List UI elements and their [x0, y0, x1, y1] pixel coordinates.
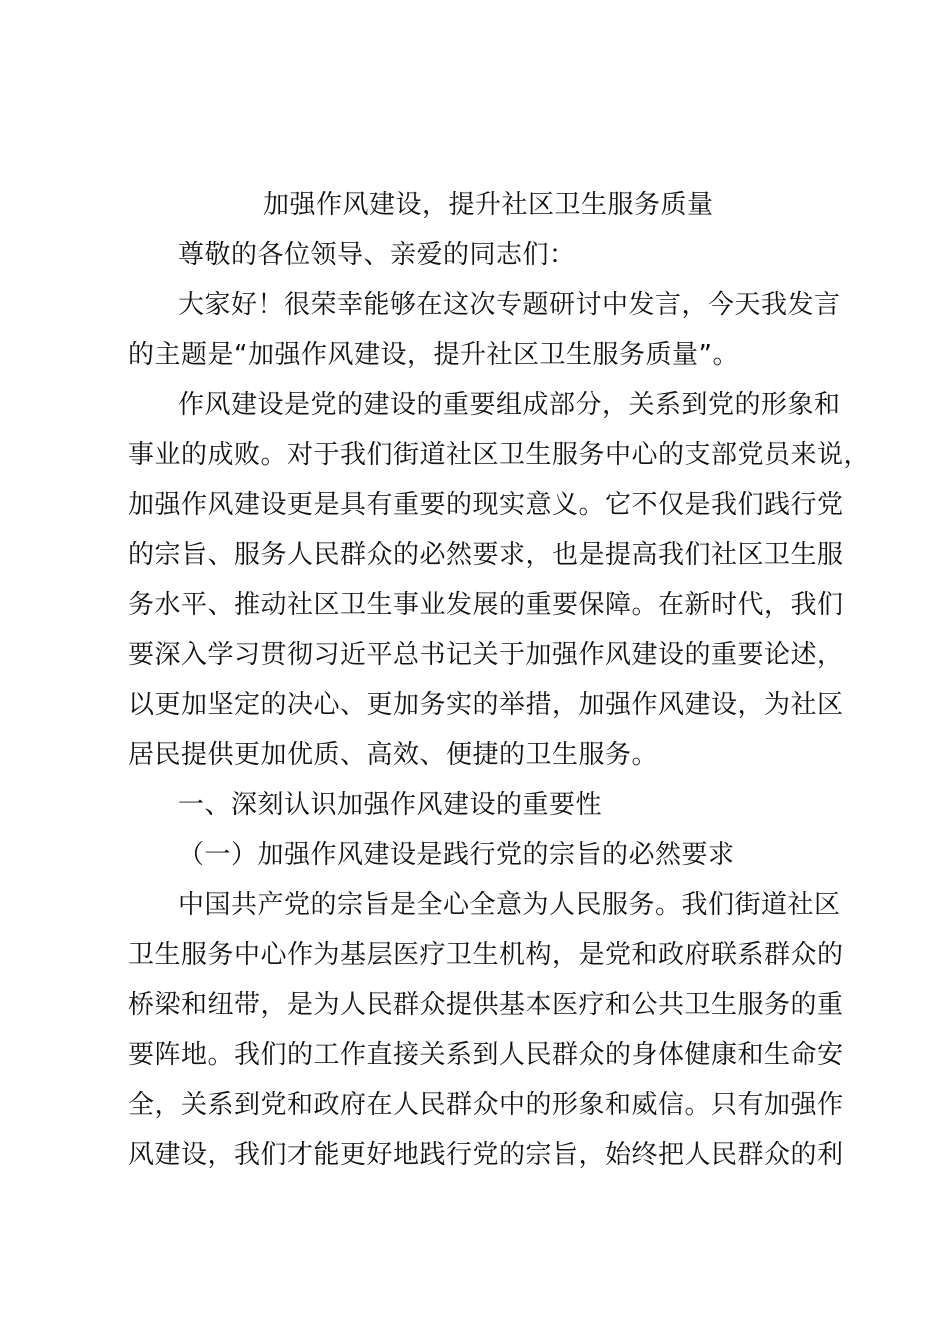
paragraph-line: 桥梁和纽带，是为人民群众提供基本医疗和公共卫生服务的重	[128, 990, 844, 1020]
paragraph-line: 风建设，我们才能更好地践行党的宗旨，始终把人民群众的利	[128, 1140, 844, 1170]
paragraph-line: 务水平、推动社区卫生事业发展的重要保障。在新时代，我们	[128, 590, 844, 620]
paragraph-line: 居民提供更加优质、高效、便捷的卫生服务。	[128, 740, 659, 770]
paragraph-line: 加强作风建设更是具有重要的现实意义。它不仅是我们践行党	[128, 490, 844, 520]
paragraph-line: 中国共产党的宗旨是全心全意为人民服务。我们街道社区	[178, 890, 841, 920]
paragraph-line: 大家好！很荣幸能够在这次专题研讨中发言，今天我发言	[178, 290, 841, 320]
paragraph-line: 卫生服务中心作为基层医疗卫生机构，是党和政府联系群众的	[128, 940, 844, 970]
section-heading: 一、深刻认识加强作风建设的重要性	[178, 790, 603, 820]
paragraph-line: 以更加坚定的决心、更加务实的举措，加强作风建设，为社区	[128, 690, 844, 720]
salutation-line: 尊敬的各位领导、亲爱的同志们：	[178, 240, 576, 270]
subsection-heading: （一）加强作风建设是践行党的宗旨的必然要求	[178, 840, 735, 870]
paragraph-line: 的宗旨、服务人民群众的必然要求，也是提高我们社区卫生服	[128, 540, 844, 570]
paragraph-line: 要深入学习贯彻习近平总书记关于加强作风建设的重要论述，	[128, 640, 844, 670]
paragraph-line: 的主题是“加强作风建设，提升社区卫生服务质量”。	[128, 340, 739, 370]
paragraph-line: 事业的成败。对于我们街道社区卫生服务中心的支部党员来说，	[128, 440, 871, 470]
paragraph-line: 作风建设是党的建设的重要组成部分，关系到党的形象和	[178, 390, 841, 420]
document-title: 加强作风建设，提升社区卫生服务质量	[263, 190, 714, 220]
paragraph-line: 要阵地。我们的工作直接关系到人民群众的身体健康和生命安	[128, 1040, 844, 1070]
paragraph-line: 全，关系到党和政府在人民群众中的形象和威信。只有加强作	[128, 1090, 844, 1120]
